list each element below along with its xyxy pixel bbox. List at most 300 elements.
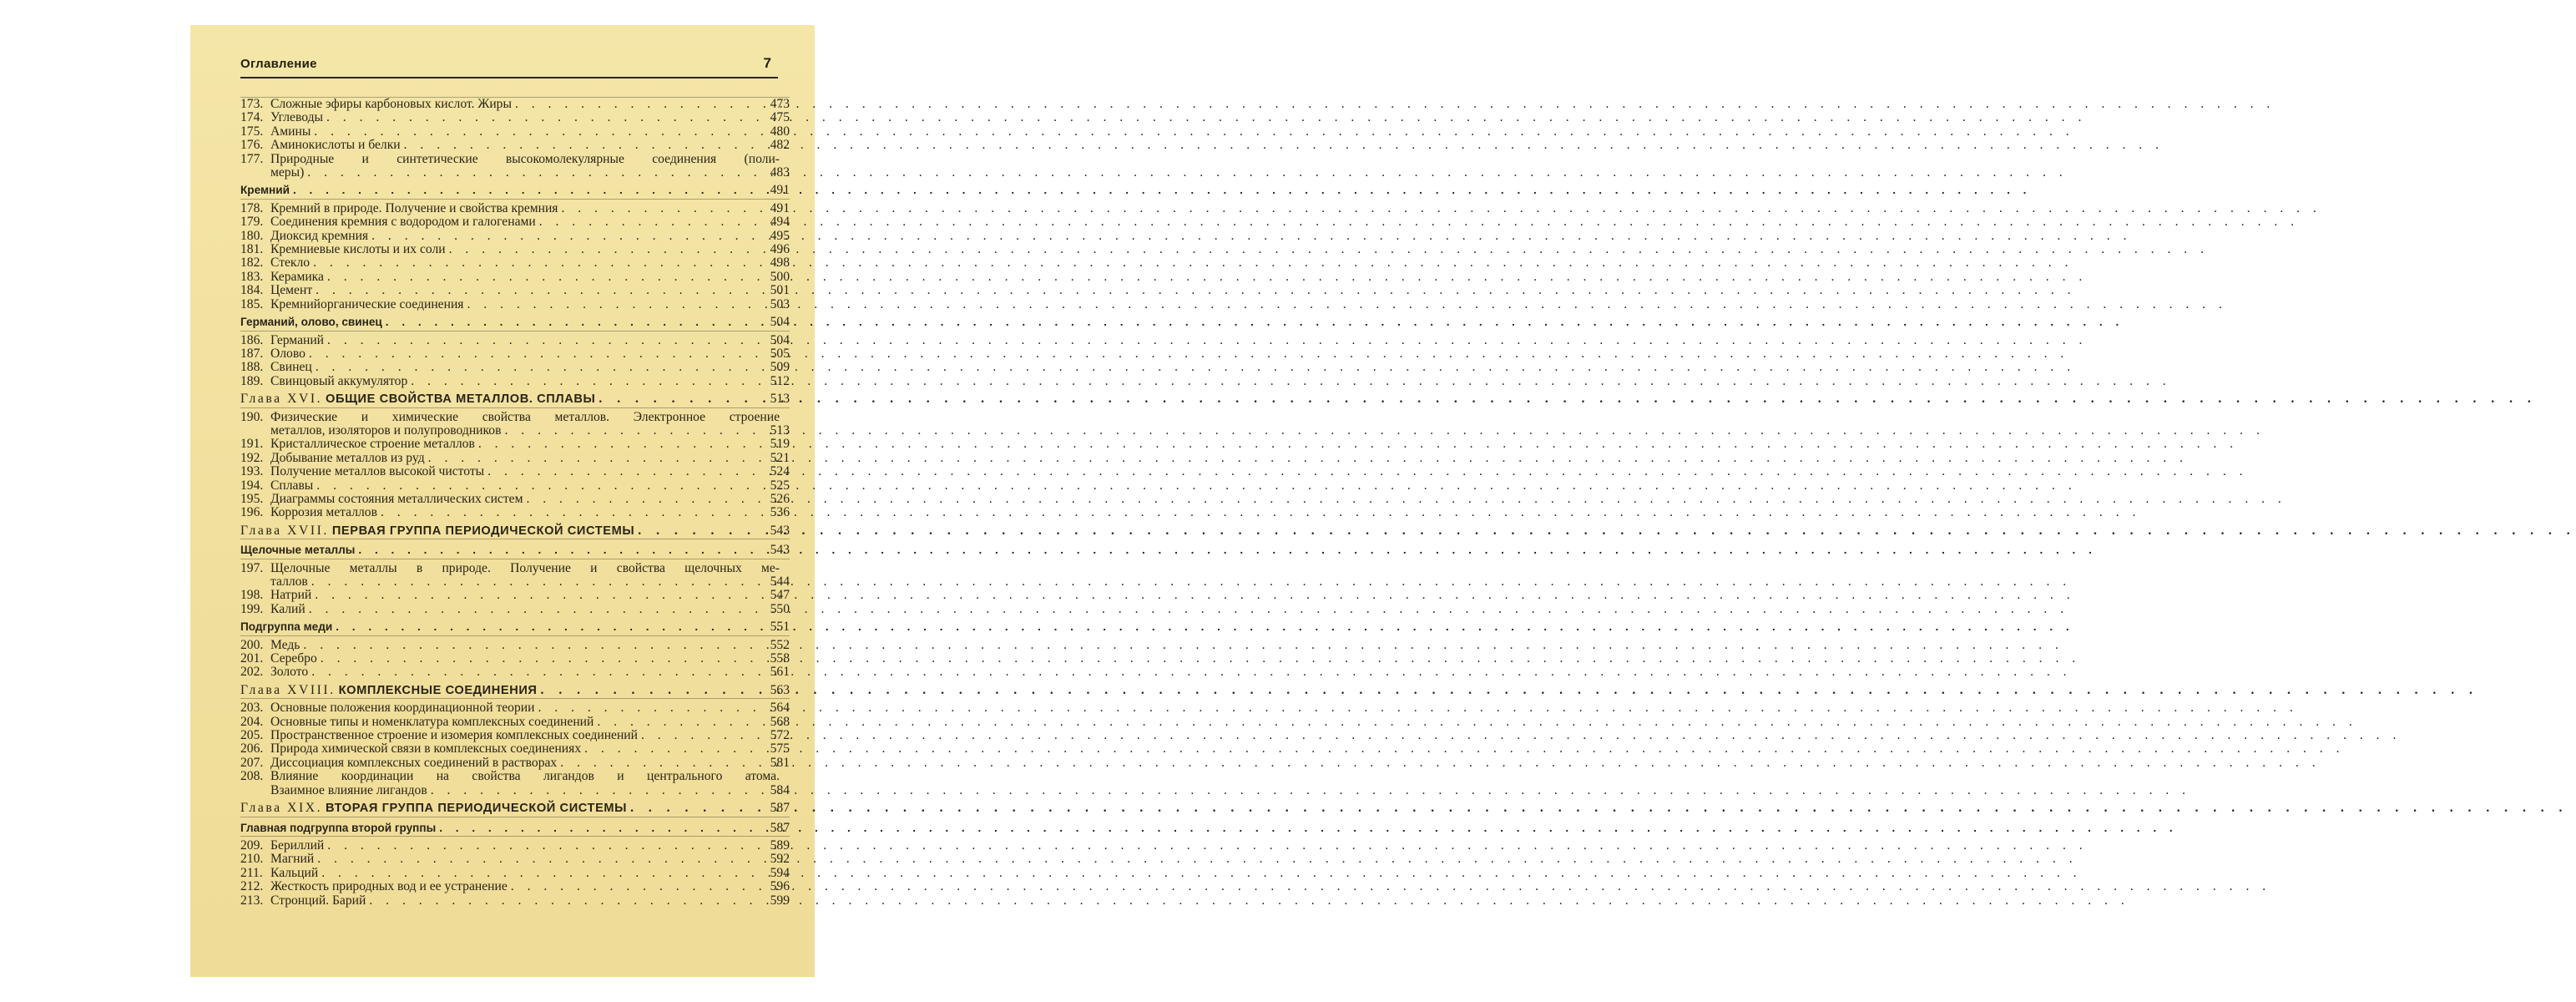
- toc-chapter-heading: [240, 524, 790, 539]
- entry-number: 187.: [240, 346, 264, 361]
- entry-title: Цемент: [270, 283, 313, 298]
- section-page: 491: [770, 183, 790, 198]
- dot-leader: [593, 716, 768, 729]
- chapter-line: [240, 684, 790, 697]
- toc-entry: [240, 411, 790, 438]
- toc-entry: [240, 729, 790, 742]
- entry-number: 177.: [240, 151, 264, 166]
- section-line: [240, 184, 790, 197]
- toc-entry-line: [240, 166, 790, 180]
- section-title: Германий, олово, свинец: [240, 316, 382, 329]
- dot-leader: [558, 202, 768, 215]
- entry-number: 191.: [240, 437, 264, 452]
- toc-chapter-heading: [240, 802, 790, 817]
- entry-page: 505: [770, 346, 790, 361]
- section-title: Главная подгруппа второй группы: [240, 821, 437, 834]
- dot-leader: [634, 524, 768, 538]
- entry-page: 552: [770, 637, 790, 652]
- toc-entry: [240, 125, 790, 139]
- entry-page: 592: [770, 852, 790, 867]
- entry-title: Стекло: [270, 256, 311, 271]
- entry-page: 550: [770, 601, 790, 616]
- dot-leader: [323, 111, 769, 124]
- toc-entry-line: [240, 125, 790, 139]
- toc-entry: [240, 701, 790, 715]
- dot-leader: [407, 375, 768, 388]
- dot-leader: [475, 438, 769, 451]
- toc-entry-line: [240, 716, 790, 729]
- toc-entry-line: [240, 424, 790, 438]
- toc-entry-line: [240, 729, 790, 742]
- entry-page: 519: [770, 437, 790, 452]
- entry-title: Диаграммы состояния металлических систем: [270, 491, 523, 506]
- toc-entry: [240, 839, 790, 853]
- entry-page: 501: [770, 283, 790, 298]
- toc-entry-line: [240, 757, 790, 770]
- toc-entry-line: [240, 334, 790, 347]
- toc-entry: [240, 452, 790, 465]
- entry-number: 185.: [240, 296, 264, 311]
- entry-title: Свинец: [270, 360, 312, 375]
- toc-entry: [240, 465, 790, 478]
- entry-page: 494: [770, 215, 790, 230]
- entry-title-continued: Взаимное влияние лигандов: [270, 782, 427, 797]
- entry-page: 496: [770, 242, 790, 257]
- entry-number: 208.: [240, 769, 264, 784]
- dot-leader: [463, 298, 768, 311]
- dot-leader: [427, 784, 769, 797]
- toc-entry: [240, 271, 790, 284]
- toc-entry-line: [240, 347, 790, 361]
- entry-number: 213.: [240, 893, 264, 908]
- entry-page: 558: [770, 651, 790, 666]
- toc-entry-line: [240, 853, 790, 866]
- entry-number: 199.: [240, 601, 264, 616]
- entry-title: Кристаллическое строение металлов: [270, 437, 475, 452]
- entry-page: 525: [770, 478, 790, 493]
- toc-entry-line: [240, 230, 790, 243]
- dot-leader: [377, 506, 769, 519]
- chapter-page: 543: [770, 523, 790, 538]
- toc-entry-line: [240, 438, 790, 451]
- toc-entry: [240, 111, 790, 124]
- entry-title: Калий: [270, 601, 306, 616]
- chapter-label: Глава XIX.: [240, 801, 323, 816]
- chapter-title: ВТОРАЯ ГРУППА ПЕРИОДИЧЕСКОЙ СИСТЕМЫ: [326, 802, 628, 816]
- entry-page: 482: [770, 138, 790, 153]
- entry-number: 180.: [240, 228, 264, 243]
- entry-page: 512: [770, 373, 790, 388]
- chapter-title: ПЕРВАЯ ГРУППА ПЕРИОДИЧЕСКОЙ СИСТЕМЫ: [331, 524, 635, 538]
- entry-number: 194.: [240, 478, 264, 493]
- page-header: [240, 55, 778, 78]
- toc-entry-line: [240, 139, 790, 152]
- entry-title: Олово: [270, 346, 306, 361]
- dot-leader: [313, 479, 768, 493]
- dot-leader: [401, 139, 769, 152]
- toc-entry: [240, 603, 790, 616]
- dot-leader: [317, 652, 769, 665]
- chapter-page: 513: [770, 392, 790, 407]
- dot-leader: [324, 271, 769, 284]
- toc-entry: [240, 716, 790, 729]
- entry-number: 209.: [240, 838, 264, 853]
- toc-entry: [240, 652, 790, 665]
- entry-page: 572: [770, 728, 790, 743]
- entry-title: Медь: [270, 637, 301, 652]
- table-of-contents: [240, 97, 790, 908]
- toc-section-heading: [240, 544, 790, 559]
- entry-title: Кальций: [270, 865, 319, 880]
- toc-entry-line: [240, 894, 790, 908]
- toc-entry-line: [240, 215, 790, 229]
- toc-entry: [240, 375, 790, 388]
- book-page: [190, 25, 815, 977]
- entry-title: Природные и синтетические высокомолекулярные соединения (поли-: [270, 151, 780, 166]
- dot-leader: [382, 316, 769, 329]
- chapter-title: ОБЩИЕ СВОЙСТВА МЕТАЛЛОВ. СПЛАВЫ: [326, 392, 596, 407]
- toc-entry: [240, 97, 790, 111]
- dot-leader: [523, 493, 768, 506]
- toc-chapter-heading: [240, 392, 790, 407]
- dot-leader: [536, 215, 769, 229]
- entry-page: 504: [770, 332, 790, 347]
- dot-leader: [425, 452, 769, 465]
- toc-entry: [240, 230, 790, 243]
- entry-title: Свинцовый аккумулятор: [270, 373, 408, 388]
- entry-title-continued: меры): [270, 165, 305, 180]
- chapter-label: Глава XVI.: [240, 392, 323, 407]
- entry-title: Кремниевые кислоты и их соли: [270, 242, 446, 257]
- section-page: 543: [770, 543, 790, 558]
- chapter-title: КОМПЛЕКСНЫЕ СОЕДИНЕНИЯ: [338, 683, 538, 697]
- section-line: [240, 620, 790, 634]
- toc-entry: [240, 493, 790, 506]
- dot-leader: [638, 729, 769, 742]
- entry-title: Стронций. Барий: [270, 893, 366, 908]
- toc-entry-line: [240, 271, 790, 284]
- toc-entry-line: [240, 465, 790, 478]
- toc-section-heading: [240, 822, 790, 837]
- entry-number: 188.: [240, 360, 264, 375]
- dot-leader: [300, 639, 768, 652]
- toc-entry: [240, 742, 790, 756]
- dot-leader: [310, 256, 769, 270]
- entry-number: 206.: [240, 741, 264, 757]
- toc-entry-line: [240, 880, 790, 893]
- entry-title: Основные положения координационной теории: [270, 701, 535, 716]
- dot-leader: [534, 701, 768, 715]
- toc-section-heading: [240, 316, 790, 331]
- entry-page: 483: [770, 165, 790, 180]
- toc-entry: [240, 256, 790, 270]
- entry-title: Влияние координации на свойства лигандов и центрального атома.: [270, 769, 780, 784]
- entry-number: 201.: [240, 651, 264, 666]
- toc-entry: [240, 867, 790, 880]
- toc-entry: [240, 853, 790, 866]
- entry-page: 526: [770, 491, 790, 506]
- entry-number: 200.: [240, 637, 264, 652]
- toc-entry-line: [240, 665, 790, 679]
- entry-page: 568: [770, 714, 790, 729]
- toc-entry: [240, 665, 790, 679]
- entry-number: 211.: [240, 865, 263, 880]
- toc-entry-line: [240, 256, 790, 270]
- entry-title: Аминокислоты и белки: [270, 138, 401, 153]
- entry-number: 210.: [240, 852, 264, 867]
- section-line: [240, 822, 790, 835]
- toc-entry: [240, 334, 790, 347]
- entry-number: 204.: [240, 714, 264, 729]
- entry-number: 189.: [240, 373, 264, 388]
- toc-entry: [240, 284, 790, 297]
- toc-section-heading: [240, 184, 790, 199]
- entry-number: 179.: [240, 215, 264, 230]
- chapter-line: [240, 802, 790, 815]
- entry-title: Диссоциация комплексных соединений в растворах: [270, 755, 558, 770]
- entry-title: Сложные эфиры карбоновых кислот. Жиры: [270, 97, 512, 111]
- chapter-line: [240, 524, 790, 538]
- dot-leader: [557, 757, 768, 770]
- entry-page: 584: [770, 782, 790, 797]
- toc-entry: [240, 894, 790, 908]
- entry-page: 561: [770, 665, 790, 680]
- toc-entry-line: [240, 375, 790, 388]
- toc-entry: [240, 639, 790, 652]
- toc-entry: [240, 153, 790, 180]
- toc-entry-line: [240, 839, 790, 853]
- entry-title: Углеводы: [270, 110, 323, 125]
- entry-title: Физические и химические свойства металлов. Электронное строение: [270, 409, 780, 424]
- entry-number: 181.: [240, 242, 264, 257]
- toc-entry-line: [240, 411, 790, 424]
- toc-entry-line: [240, 452, 790, 465]
- toc-entry-line: [240, 742, 790, 756]
- toc-entry-line: [240, 639, 790, 652]
- entry-title: Жесткость природных вод и ее устранение: [270, 879, 508, 894]
- toc-entry: [240, 139, 790, 152]
- entry-title: Природа химической связи в комплексных соединениях: [270, 741, 582, 757]
- toc-entry: [240, 347, 790, 361]
- toc-chapter-heading: [240, 684, 790, 699]
- dot-leader: [627, 802, 769, 815]
- dot-leader: [501, 424, 768, 438]
- toc-entry: [240, 757, 790, 770]
- toc-entry: [240, 361, 790, 374]
- entry-number: 197.: [240, 560, 264, 575]
- page-number: 7: [763, 55, 771, 71]
- entry-title: Бериллий: [270, 838, 325, 853]
- entry-page: 475: [770, 110, 790, 125]
- entry-number: 212.: [240, 879, 264, 894]
- chapter-line: [240, 392, 790, 406]
- dot-leader: [318, 867, 768, 880]
- toc-entry-line: [240, 361, 790, 374]
- entry-title: Соединения кремния с водородом и галогенами: [270, 215, 536, 230]
- entry-number: 190.: [240, 409, 264, 424]
- entry-page: 498: [770, 256, 790, 271]
- toc-entry-line: [240, 575, 790, 589]
- dot-leader: [332, 620, 768, 634]
- toc-entry-line: [240, 506, 790, 519]
- entry-title: Диоксид кремния: [270, 228, 369, 243]
- toc-entry-line: [240, 652, 790, 665]
- dot-leader: [355, 544, 768, 557]
- chapter-page: 587: [770, 801, 790, 816]
- section-title: Подгруппа меди: [240, 620, 333, 634]
- entry-page: 503: [770, 296, 790, 311]
- entry-page: 564: [770, 701, 790, 716]
- dot-leader: [306, 603, 769, 616]
- toc-entry: [240, 479, 790, 493]
- entry-number: 196.: [240, 505, 264, 520]
- entry-page: 599: [770, 893, 790, 908]
- section-title: Кремний: [240, 184, 290, 197]
- toc-entry-line: [240, 298, 790, 311]
- section-line: [240, 316, 790, 329]
- entry-page: 536: [770, 505, 790, 520]
- entry-page: 509: [770, 360, 790, 375]
- entry-number: 174.: [240, 110, 264, 125]
- entry-title: Серебро: [270, 651, 317, 666]
- dot-leader: [311, 125, 768, 139]
- dot-leader: [290, 184, 769, 197]
- dot-leader: [312, 284, 768, 297]
- entry-title: Пространственное строение и изомерия комплексных соединений: [270, 728, 638, 743]
- section-page: 587: [770, 820, 790, 835]
- entry-title: Кремнийорганические соединения: [270, 296, 464, 311]
- dot-leader: [306, 347, 769, 361]
- entry-number: 182.: [240, 256, 264, 271]
- dot-leader: [314, 853, 768, 866]
- toc-entry: [240, 202, 790, 215]
- entry-page: 524: [770, 464, 790, 479]
- entry-number: 207.: [240, 755, 264, 770]
- dot-leader: [312, 361, 769, 374]
- entry-page: 500: [770, 269, 790, 284]
- dot-leader: [311, 589, 768, 602]
- dot-leader: [304, 166, 768, 180]
- entry-page: 544: [770, 574, 790, 589]
- toc-entry-line: [240, 603, 790, 616]
- entry-number: 178.: [240, 200, 264, 215]
- running-title: Оглавление: [240, 57, 317, 71]
- entry-page: 491: [770, 200, 790, 215]
- chapter-label: Глава XVIII.: [240, 682, 336, 697]
- entry-number: 176.: [240, 138, 264, 153]
- section-page: 551: [770, 620, 790, 635]
- dot-leader: [508, 880, 769, 893]
- entry-title: Магний: [270, 852, 315, 867]
- entry-number: 183.: [240, 269, 264, 284]
- dot-leader: [324, 839, 768, 853]
- entry-number: 184.: [240, 283, 264, 298]
- entry-title: Щелочные металлы в природе. Получение и свойства щелочных ме-: [270, 560, 780, 575]
- toc-entry: [240, 438, 790, 451]
- entry-number: 173.: [240, 97, 264, 111]
- dot-leader: [308, 575, 769, 589]
- entry-number: 203.: [240, 701, 264, 716]
- toc-entry: [240, 589, 790, 602]
- toc-entry-line: [240, 284, 790, 297]
- toc-section-heading: [240, 620, 790, 635]
- entry-page: 589: [770, 838, 790, 853]
- toc-entry: [240, 243, 790, 256]
- entry-page: 513: [770, 423, 790, 438]
- dot-leader: [595, 392, 768, 406]
- entry-page: 547: [770, 588, 790, 603]
- entry-number: 186.: [240, 332, 264, 347]
- toc-entry-line: [240, 784, 790, 797]
- entry-title: Германий: [270, 332, 325, 347]
- entry-title: Добывание металлов из руд: [270, 450, 425, 465]
- entry-page: 575: [770, 741, 790, 757]
- toc-entry: [240, 298, 790, 311]
- dot-leader: [446, 243, 769, 256]
- entry-number: 202.: [240, 665, 264, 680]
- entry-title: Получение металлов высокой чистоты: [270, 464, 485, 479]
- toc-entry-line: [240, 589, 790, 602]
- entry-number: 192.: [240, 450, 264, 465]
- section-page: 504: [770, 315, 790, 330]
- entry-number: 198.: [240, 588, 264, 603]
- section-line: [240, 544, 790, 557]
- entry-title-continued: таллов: [270, 574, 308, 589]
- entry-page: 581: [770, 755, 790, 770]
- toc-entry-line: [240, 479, 790, 493]
- entry-title: Основные типы и номенклатура комплексных соединений: [270, 714, 594, 729]
- toc-entry-line: [240, 111, 790, 124]
- entry-title: Коррозия металлов: [270, 505, 377, 520]
- dot-leader: [308, 665, 768, 679]
- chapter-label: Глава XVII.: [240, 523, 329, 538]
- toc-entry-line: [240, 202, 790, 215]
- entry-number: 193.: [240, 464, 264, 479]
- chapter-page: 563: [770, 682, 790, 697]
- dot-leader: [366, 894, 768, 908]
- entry-page: 596: [770, 879, 790, 894]
- entry-title: Сплавы: [270, 478, 314, 493]
- dot-leader: [324, 334, 769, 347]
- toc-entry-line: [240, 562, 790, 575]
- entry-page: 480: [770, 124, 790, 139]
- entry-number: 195.: [240, 491, 264, 506]
- entry-number: 175.: [240, 124, 264, 139]
- toc-entry: [240, 880, 790, 893]
- toc-entry-line: [240, 98, 790, 111]
- toc-entry: [240, 215, 790, 229]
- entry-title: Золото: [270, 665, 309, 680]
- entry-page: 473: [770, 97, 790, 111]
- toc-entry-line: [240, 243, 790, 256]
- dot-leader: [436, 822, 768, 835]
- entry-title-continued: металлов, изоляторов и полупроводников: [270, 423, 502, 438]
- dot-leader: [512, 98, 769, 111]
- toc-entry-line: [240, 493, 790, 506]
- entry-title: Амины: [270, 124, 311, 139]
- section-title: Щелочные металлы: [240, 544, 356, 557]
- entry-page: 594: [770, 865, 790, 880]
- entry-title: Керамика: [270, 269, 324, 284]
- dot-leader: [538, 684, 769, 697]
- toc-entry: [240, 770, 790, 797]
- entry-page: 521: [770, 450, 790, 465]
- dot-leader: [581, 742, 768, 756]
- toc-entry-line: [240, 770, 790, 783]
- toc-entry-line: [240, 701, 790, 715]
- entry-number: 205.: [240, 728, 264, 743]
- dot-leader: [368, 230, 769, 243]
